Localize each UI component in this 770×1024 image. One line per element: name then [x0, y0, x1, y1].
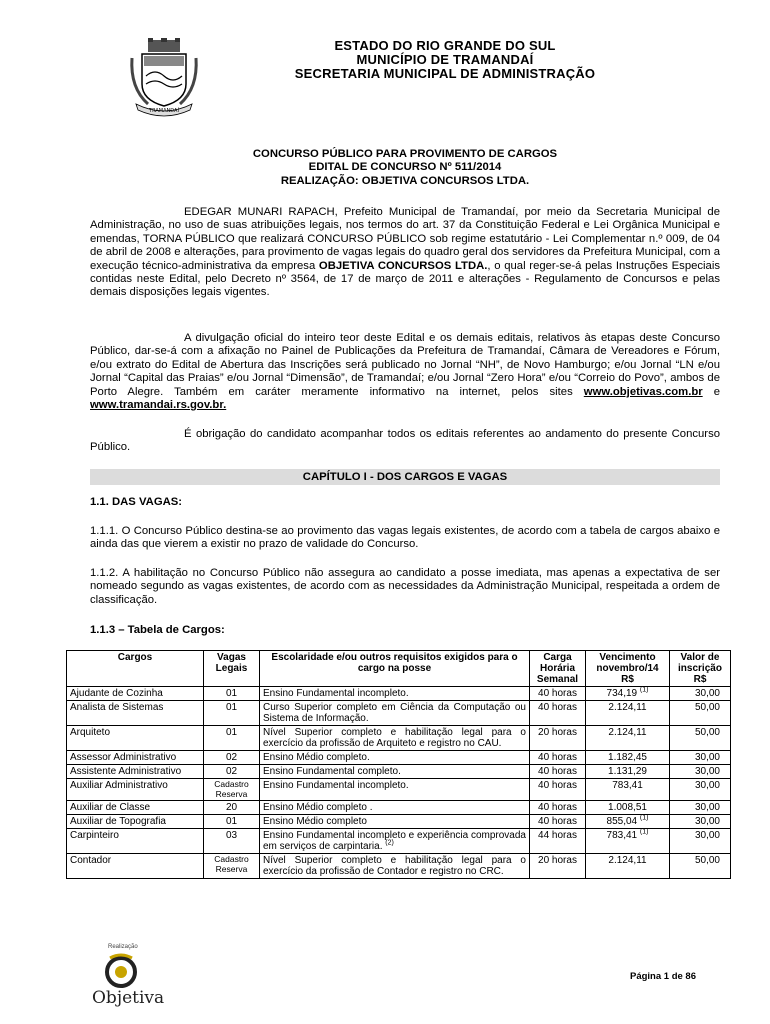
- table-row: Auxiliar de Topografia 01 Ensino Médio completo 40 horas 855,04 $^{(1)}$ 30,00: [67, 815, 731, 829]
- logo-caption: Realização: [108, 944, 138, 950]
- document-header: [230, 39, 660, 81]
- table-row: Assistente Administrativo 02 Ensino Fundamental completo. 40 horas 1.131,29 30,00: [67, 765, 731, 779]
- svg-text:TRAMANDAÍ: TRAMANDAÍ: [149, 108, 179, 114]
- tramandai-website-link[interactable]: www.tramandai.rs.gov.br.: [90, 399, 227, 412]
- title-line-3: REALIZAÇÃO: OBJETIVA CONCURSOS LTDA.: [280, 174, 530, 187]
- footnote-marker: (1): [639, 828, 649, 836]
- company-name: OBJETIVA CONCURSOS LTDA.: [318, 259, 488, 272]
- column-header: Vagas Legais: [204, 651, 260, 687]
- table-row: Analista de Sistemas 01 Curso Superior completo em Ciência da Computação ou Sistema de Informação. 40 horas 2.124,11 50,00: [67, 701, 731, 726]
- table-header-row: [67, 651, 731, 687]
- edict-titles: [90, 148, 720, 188]
- column-header: Carga Horária Semanal: [530, 651, 586, 687]
- title-line-1: CONCURSO PÚBLICO PARA PROVIMENTO DE CARGOS: [252, 148, 558, 160]
- footnote-marker: (2): [385, 839, 394, 847]
- table-row: Assessor Administrativo 02 Ensino Médio completo. 40 horas 1.182,45 30,00: [67, 751, 731, 765]
- footnote-marker: (1): [639, 686, 649, 694]
- obligation-paragraph: É obrigação do candidato acompanhar todos os editais referentes ao andamento do presente Concurso Público.: [90, 428, 720, 454]
- logo-wordmark: Objetiva: [92, 988, 165, 1008]
- table-row: Carpinteiro 03 Ensino Fundamental incompleto e experiência comprovada em serviços de carpintaria. $^{(2)}$ 44 horas 783,41 $^{(1)}$ 30,00: [67, 829, 731, 854]
- table-row: Auxiliar Administrativo Cadastro Reserva Ensino Fundamental incompleto. 40 horas 783,41 30,00: [67, 779, 731, 801]
- positions-table: [66, 650, 731, 879]
- column-header: Cargos: [67, 651, 204, 687]
- table-row: Ajudante de Cozinha 01 Ensino Fundamental incompleto. 40 horas 734,19 $^{(1)}$ 30,00: [67, 687, 731, 701]
- paragraph-1-1-2: 1.1.2. A habilitação no Concurso Público não assegura ao candidato a posse imediata, mas apenas a expectativa de ser nomeado segundo as vagas existentes, de acordo com as necessidades da Administração Municipal, respeitada a ordem de classificação.: [90, 567, 720, 606]
- objetiva-logo: [88, 944, 168, 1010]
- column-header: Escolaridade e/ou outros requisitos exigidos para o cargo na posse: [260, 651, 530, 687]
- table-row: Contador Cadastro Reserva Nível Superior completo e habilitação legal para o exercício da profissão de Contador e registro no CRC. 20 horas 2.124,11 50,00: [67, 854, 731, 879]
- title-line-2: EDITAL DE CONCURSO Nº 511/2014: [308, 161, 502, 174]
- intro-paragraph: EDEGAR MUNARI RAPACH, Prefeito Municipal de Tramandaí, por meio da Secretaria Municipal de Administração, no uso de suas atribuições legais, nos termos do art. 37 da Constituição Federal e Lei Orgânica Municipal e emendas, TORNA PÚBLICO que realizará CONCURSO PÚBLICO sob regime estatutário - Lei Complementar n.º 009, de 04 de abril de 2008 e alterações, para provimento de vagas legais do quadro geral dos servidores da Prefeitura Municipal, com a execução técnico-administrativa da empresa OBJETIVA CONCURSOS LTDA., o qual reger-se-á pelas Instruções Especiais contidas neste Edital, pelo Decreto nº 3564, de 17 de março de 2011 e alterações - Regulamento de Concursos e pelas demais disposições legais vigentes.: [90, 206, 720, 299]
- state-name: ESTADO DO RIO GRANDE DO SUL: [334, 38, 556, 53]
- page-number: Página 1 de 86: [630, 971, 697, 982]
- chapter-heading: CAPÍTULO I - DOS CARGOS E VAGAS: [90, 469, 720, 485]
- table-row: Arquiteto 01 Nível Superior completo e habilitação legal para o exercício da profissão de Arquiteto e registro no CAU. 20 horas 2.124,11 50,00: [67, 726, 731, 751]
- column-header: Valor de inscrição R$: [670, 651, 731, 687]
- secretariat-name: SECRETARIA MUNICIPAL DE ADMINISTRAÇÃO: [294, 66, 596, 81]
- municipal-coat-of-arms: [128, 38, 200, 118]
- section-heading-table: 1.1.3 – Tabela de Cargos:: [90, 624, 225, 636]
- footnote-marker: (1): [639, 814, 649, 822]
- paragraph-1-1-1: 1.1.1. O Concurso Público destina-se ao provimento das vagas legais existentes, de acordo com a tabela de cargos abaixo e ainda das que vierem a existir no prazo de validade do Concurso.: [90, 525, 720, 551]
- publication-paragraph: A divulgação oficial do inteiro teor deste Edital e os demais editais, relativos às etapas deste Concurso Público, dar-se-á com a afixação no Painel de Publicações da Prefeitura de Tramandaí, Câmara de Vereadores e Fórum, e/ou extrato do Edital de Abertura das Inscrições será publicado no Jornal “NH”, de Novo Hamburgo; e/ou Jornal “LN e/ou Jornal “Capital das Praias” e/ou Jornal “Dimensão”, de Tramandaí; e/ou Jornal “Zero Hora” e/ou “Correio do Povo”, ambos de Porto Alegre. Também em caráter meramente informativo na internet, pelos sites www.objetivas.com.br e www.tramandai.rs.gov.br.: [90, 332, 720, 412]
- municipality-name: MUNICÍPIO DE TRAMANDAÍ: [356, 52, 534, 67]
- column-header: Vencimento novembro/14 R$: [586, 651, 670, 687]
- table-row: Auxiliar de Classe 20 Ensino Médio completo . 40 horas 1.008,51 30,00: [67, 801, 731, 815]
- objetiva-website-link[interactable]: www.objetivas.com.br: [583, 385, 703, 398]
- section-heading-vagas: 1.1. DAS VAGAS:: [90, 496, 183, 508]
